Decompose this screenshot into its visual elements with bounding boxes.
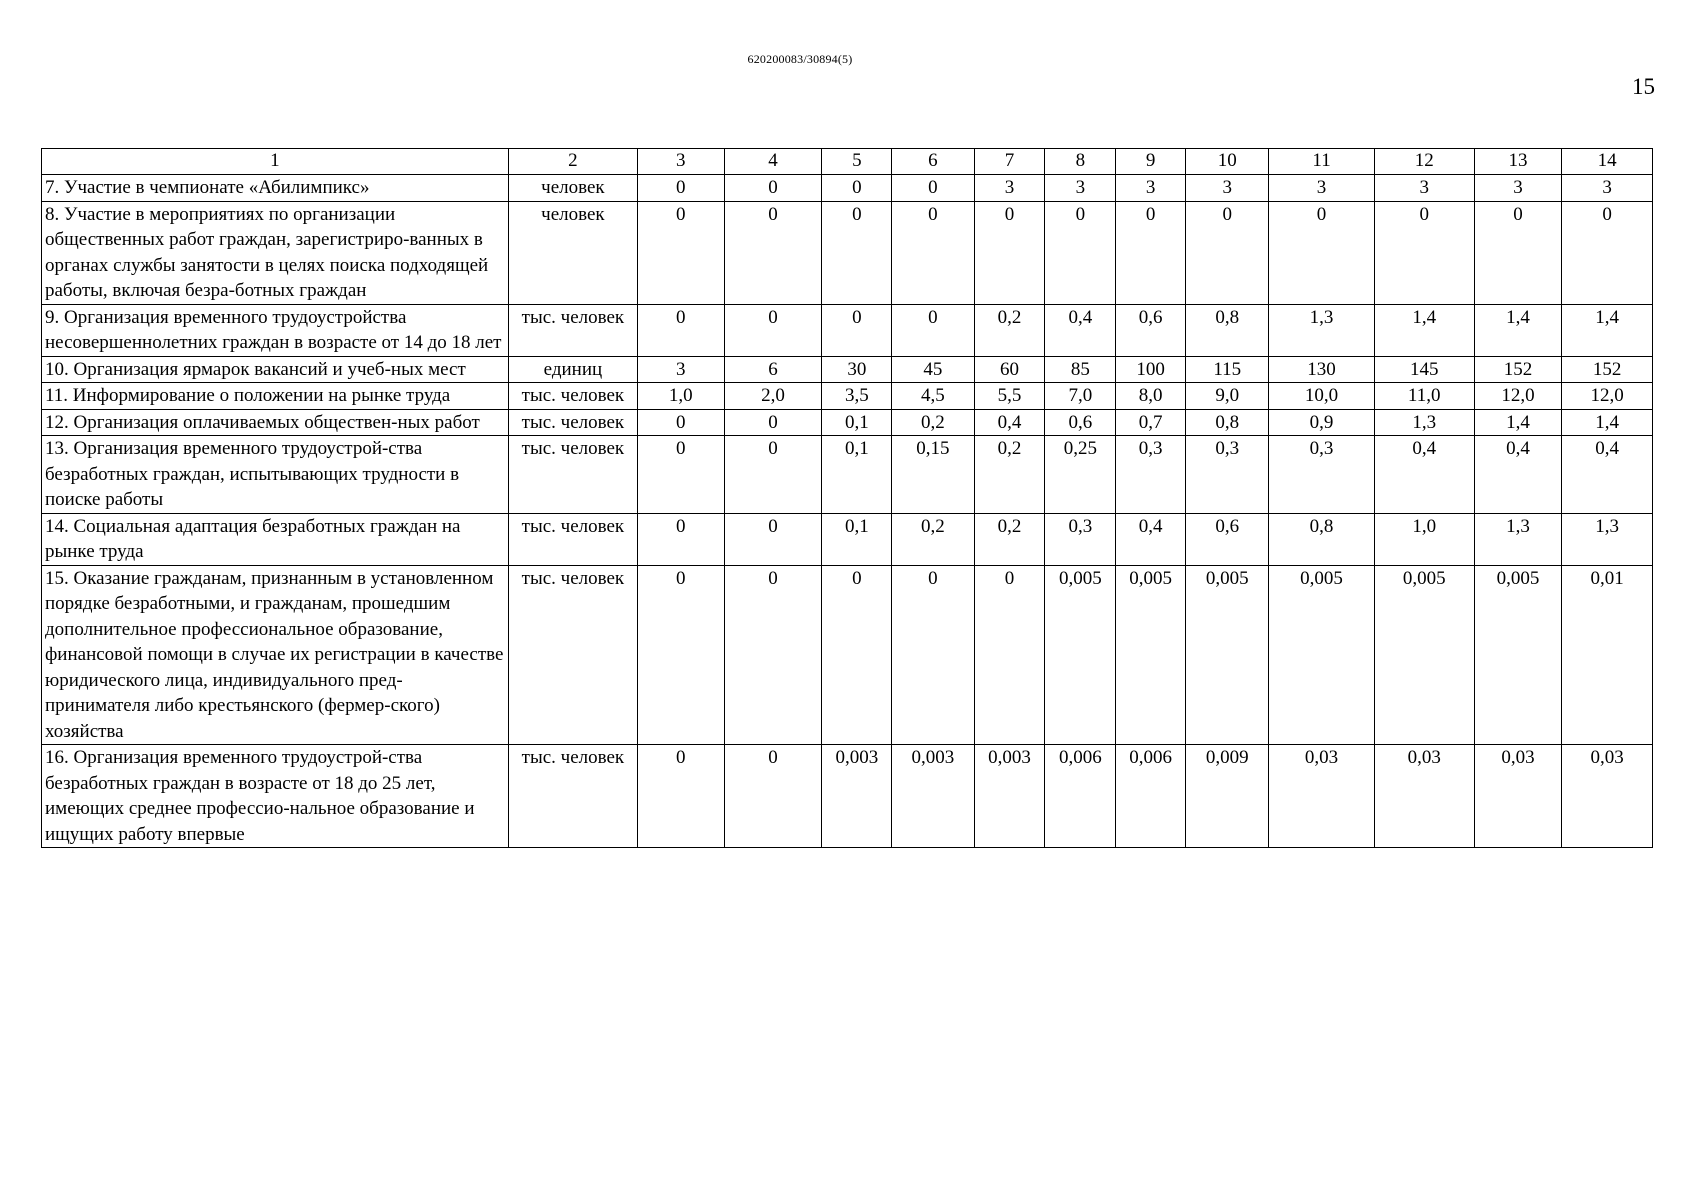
column-number: 14 bbox=[1562, 149, 1653, 175]
table-row bbox=[42, 383, 1653, 410]
value-cell: 1,0 bbox=[638, 383, 724, 410]
value-cell: 5,5 bbox=[974, 383, 1045, 410]
value-cell: 0,2 bbox=[892, 513, 974, 565]
value-cell: 0,2 bbox=[892, 409, 974, 436]
indicator-name: 9. Организация временного трудоустройства несовершеннолетних граждан в возрасте от 14 до 18 лет bbox=[42, 304, 509, 356]
table-row bbox=[42, 356, 1653, 383]
indicator-name: 15. Оказание гражданам, признанным в установленном порядке безработными, и гражданам, прошедшим дополнительное профессиональное образование, финансовой помощи в случае их регистрации в качестве юридического лица, индивидуального пред-принимателя либо крестьянского (фермер-ского) хозяйства bbox=[42, 565, 509, 745]
value-cell: 115 bbox=[1186, 356, 1269, 383]
page-number: 15 bbox=[1632, 74, 1655, 99]
value-cell: 0 bbox=[724, 201, 822, 304]
column-number: 13 bbox=[1474, 149, 1562, 175]
value-cell: 0 bbox=[974, 565, 1045, 745]
value-cell: 0,4 bbox=[1562, 436, 1653, 514]
indicator-name: 13. Организация временного трудоустрой-ства безработных граждан, испытывающих трудности в поиске работы bbox=[42, 436, 509, 514]
column-number: 8 bbox=[1045, 149, 1116, 175]
value-cell: 12,0 bbox=[1474, 383, 1562, 410]
table-row bbox=[42, 745, 1653, 848]
column-number: 10 bbox=[1186, 149, 1269, 175]
value-cell: 0 bbox=[724, 175, 822, 202]
value-cell: 0,03 bbox=[1474, 745, 1562, 848]
value-cell: 0 bbox=[1474, 201, 1562, 304]
value-cell: 0 bbox=[822, 201, 892, 304]
column-number: 2 bbox=[508, 149, 637, 175]
value-cell: 0 bbox=[724, 409, 822, 436]
indicator-name: 8. Участие в мероприятиях по организации общественных работ граждан, зарегистриро-ванных в органах службы занятости в целях поиска подходящей работы, включая безра-ботных граждан bbox=[42, 201, 509, 304]
value-cell: 3,5 bbox=[822, 383, 892, 410]
value-cell: 0 bbox=[1186, 201, 1269, 304]
value-cell: 0 bbox=[638, 201, 724, 304]
value-cell: 0,03 bbox=[1562, 745, 1653, 848]
value-cell: 45 bbox=[892, 356, 974, 383]
value-cell: 0,009 bbox=[1186, 745, 1269, 848]
value-cell: 0,8 bbox=[1186, 304, 1269, 356]
value-cell: 0 bbox=[1116, 201, 1186, 304]
value-cell: 1,3 bbox=[1269, 304, 1374, 356]
value-cell: 12,0 bbox=[1562, 383, 1653, 410]
value-cell: 3 bbox=[1116, 175, 1186, 202]
value-cell: 0 bbox=[974, 201, 1045, 304]
value-cell: 3 bbox=[974, 175, 1045, 202]
value-cell: 3 bbox=[1186, 175, 1269, 202]
value-cell: 9,0 bbox=[1186, 383, 1269, 410]
value-cell: 0 bbox=[1045, 201, 1116, 304]
value-cell: 0 bbox=[638, 745, 724, 848]
value-cell: 0 bbox=[1269, 201, 1374, 304]
value-cell: 85 bbox=[1045, 356, 1116, 383]
value-cell: 0,1 bbox=[822, 513, 892, 565]
value-cell: 0,7 bbox=[1116, 409, 1186, 436]
value-cell: 152 bbox=[1562, 356, 1653, 383]
value-cell: 0,3 bbox=[1045, 513, 1116, 565]
value-cell: 0 bbox=[638, 436, 724, 514]
indicator-name: 14. Социальная адаптация безработных граждан на рынке труда bbox=[42, 513, 509, 565]
value-cell: 4,5 bbox=[892, 383, 974, 410]
value-cell: 0,4 bbox=[1045, 304, 1116, 356]
value-cell: 0 bbox=[638, 175, 724, 202]
value-cell: 0 bbox=[822, 565, 892, 745]
unit-of-measure: тыс. человек bbox=[508, 383, 637, 410]
value-cell: 60 bbox=[974, 356, 1045, 383]
value-cell: 0 bbox=[724, 745, 822, 848]
value-cell: 0,003 bbox=[974, 745, 1045, 848]
value-cell: 0,6 bbox=[1186, 513, 1269, 565]
value-cell: 0,4 bbox=[1116, 513, 1186, 565]
value-cell: 0,006 bbox=[1045, 745, 1116, 848]
value-cell: 0,005 bbox=[1269, 565, 1374, 745]
value-cell: 30 bbox=[822, 356, 892, 383]
document-id: 620200083/30894(5) bbox=[747, 52, 853, 66]
value-cell: 0,005 bbox=[1186, 565, 1269, 745]
table-row bbox=[42, 513, 1653, 565]
value-cell: 0 bbox=[1562, 201, 1653, 304]
value-cell: 1,4 bbox=[1374, 304, 1474, 356]
value-cell: 0,25 bbox=[1045, 436, 1116, 514]
value-cell: 0,005 bbox=[1374, 565, 1474, 745]
indicator-name: 10. Организация ярмарок вакансий и учеб-ных мест bbox=[42, 356, 509, 383]
value-cell: 3 bbox=[1474, 175, 1562, 202]
table-row bbox=[42, 409, 1653, 436]
column-number: 3 bbox=[638, 149, 724, 175]
value-cell: 0,005 bbox=[1474, 565, 1562, 745]
value-cell: 10,0 bbox=[1269, 383, 1374, 410]
value-cell: 1,3 bbox=[1374, 409, 1474, 436]
value-cell: 3 bbox=[1562, 175, 1653, 202]
column-number: 11 bbox=[1269, 149, 1374, 175]
value-cell: 3 bbox=[1269, 175, 1374, 202]
value-cell: 0,01 bbox=[1562, 565, 1653, 745]
value-cell: 0,003 bbox=[892, 745, 974, 848]
value-cell: 100 bbox=[1116, 356, 1186, 383]
value-cell: 2,0 bbox=[724, 383, 822, 410]
value-cell: 0,2 bbox=[974, 304, 1045, 356]
unit-of-measure: единиц bbox=[508, 356, 637, 383]
value-cell: 1,4 bbox=[1474, 304, 1562, 356]
column-number: 4 bbox=[724, 149, 822, 175]
value-cell: 0 bbox=[724, 304, 822, 356]
value-cell: 3 bbox=[1374, 175, 1474, 202]
value-cell: 0 bbox=[638, 409, 724, 436]
unit-of-measure: тыс. человек bbox=[508, 409, 637, 436]
value-cell: 0 bbox=[724, 436, 822, 514]
value-cell: 8,0 bbox=[1116, 383, 1186, 410]
unit-of-measure: человек bbox=[508, 175, 637, 202]
indicator-table bbox=[41, 148, 1653, 848]
value-cell: 0 bbox=[892, 201, 974, 304]
value-cell: 0 bbox=[638, 513, 724, 565]
value-cell: 145 bbox=[1374, 356, 1474, 383]
value-cell: 0 bbox=[892, 565, 974, 745]
unit-of-measure: человек bbox=[508, 201, 637, 304]
column-number: 12 bbox=[1374, 149, 1474, 175]
value-cell: 1,0 bbox=[1374, 513, 1474, 565]
value-cell: 1,3 bbox=[1474, 513, 1562, 565]
value-cell: 0,4 bbox=[974, 409, 1045, 436]
column-number: 5 bbox=[822, 149, 892, 175]
column-number-row bbox=[42, 149, 1653, 175]
value-cell: 0,03 bbox=[1269, 745, 1374, 848]
value-cell: 0,6 bbox=[1116, 304, 1186, 356]
column-number: 9 bbox=[1116, 149, 1186, 175]
value-cell: 0,005 bbox=[1045, 565, 1116, 745]
table-row bbox=[42, 201, 1653, 304]
value-cell: 7,0 bbox=[1045, 383, 1116, 410]
value-cell: 0 bbox=[724, 565, 822, 745]
table-row bbox=[42, 175, 1653, 202]
value-cell: 0,2 bbox=[974, 436, 1045, 514]
unit-of-measure: тыс. человек bbox=[508, 745, 637, 848]
value-cell: 0 bbox=[892, 304, 974, 356]
value-cell: 0,4 bbox=[1374, 436, 1474, 514]
value-cell: 11,0 bbox=[1374, 383, 1474, 410]
indicator-name: 7. Участие в чемпионате «Абилимпикс» bbox=[42, 175, 509, 202]
table-row bbox=[42, 565, 1653, 745]
table-row bbox=[42, 436, 1653, 514]
value-cell: 3 bbox=[638, 356, 724, 383]
value-cell: 0,003 bbox=[822, 745, 892, 848]
value-cell: 6 bbox=[724, 356, 822, 383]
unit-of-measure: тыс. человек bbox=[508, 565, 637, 745]
value-cell: 130 bbox=[1269, 356, 1374, 383]
value-cell: 0 bbox=[822, 175, 892, 202]
value-cell: 0,8 bbox=[1269, 513, 1374, 565]
value-cell: 0,3 bbox=[1269, 436, 1374, 514]
value-cell: 0 bbox=[638, 565, 724, 745]
value-cell: 0,03 bbox=[1374, 745, 1474, 848]
unit-of-measure: тыс. человек bbox=[508, 304, 637, 356]
indicator-name: 12. Организация оплачиваемых обществен-ных работ bbox=[42, 409, 509, 436]
value-cell: 0,005 bbox=[1116, 565, 1186, 745]
column-number: 1 bbox=[42, 149, 509, 175]
unit-of-measure: тыс. человек bbox=[508, 513, 637, 565]
value-cell: 0,006 bbox=[1116, 745, 1186, 848]
value-cell: 0,9 bbox=[1269, 409, 1374, 436]
value-cell: 0,4 bbox=[1474, 436, 1562, 514]
value-cell: 0 bbox=[892, 175, 974, 202]
unit-of-measure: тыс. человек bbox=[508, 436, 637, 514]
table-row bbox=[42, 304, 1653, 356]
value-cell: 1,4 bbox=[1562, 304, 1653, 356]
indicator-name: 16. Организация временного трудоустрой-ства безработных граждан в возрасте от 18 до 25 лет, имеющих среднее профессио-нальное образование и ищущих работу впервые bbox=[42, 745, 509, 848]
value-cell: 0,2 bbox=[974, 513, 1045, 565]
value-cell: 3 bbox=[1045, 175, 1116, 202]
value-cell: 0 bbox=[822, 304, 892, 356]
indicator-name: 11. Информирование о положении на рынке труда bbox=[42, 383, 509, 410]
value-cell: 0 bbox=[1374, 201, 1474, 304]
column-number: 6 bbox=[892, 149, 974, 175]
value-cell: 0 bbox=[638, 304, 724, 356]
value-cell: 0,6 bbox=[1045, 409, 1116, 436]
column-number: 7 bbox=[974, 149, 1045, 175]
value-cell: 1,4 bbox=[1562, 409, 1653, 436]
value-cell: 152 bbox=[1474, 356, 1562, 383]
value-cell: 0,1 bbox=[822, 436, 892, 514]
value-cell: 0,3 bbox=[1186, 436, 1269, 514]
value-cell: 0,1 bbox=[822, 409, 892, 436]
value-cell: 1,4 bbox=[1474, 409, 1562, 436]
value-cell: 1,3 bbox=[1562, 513, 1653, 565]
value-cell: 0,8 bbox=[1186, 409, 1269, 436]
value-cell: 0,15 bbox=[892, 436, 974, 514]
value-cell: 0 bbox=[724, 513, 822, 565]
value-cell: 0,3 bbox=[1116, 436, 1186, 514]
